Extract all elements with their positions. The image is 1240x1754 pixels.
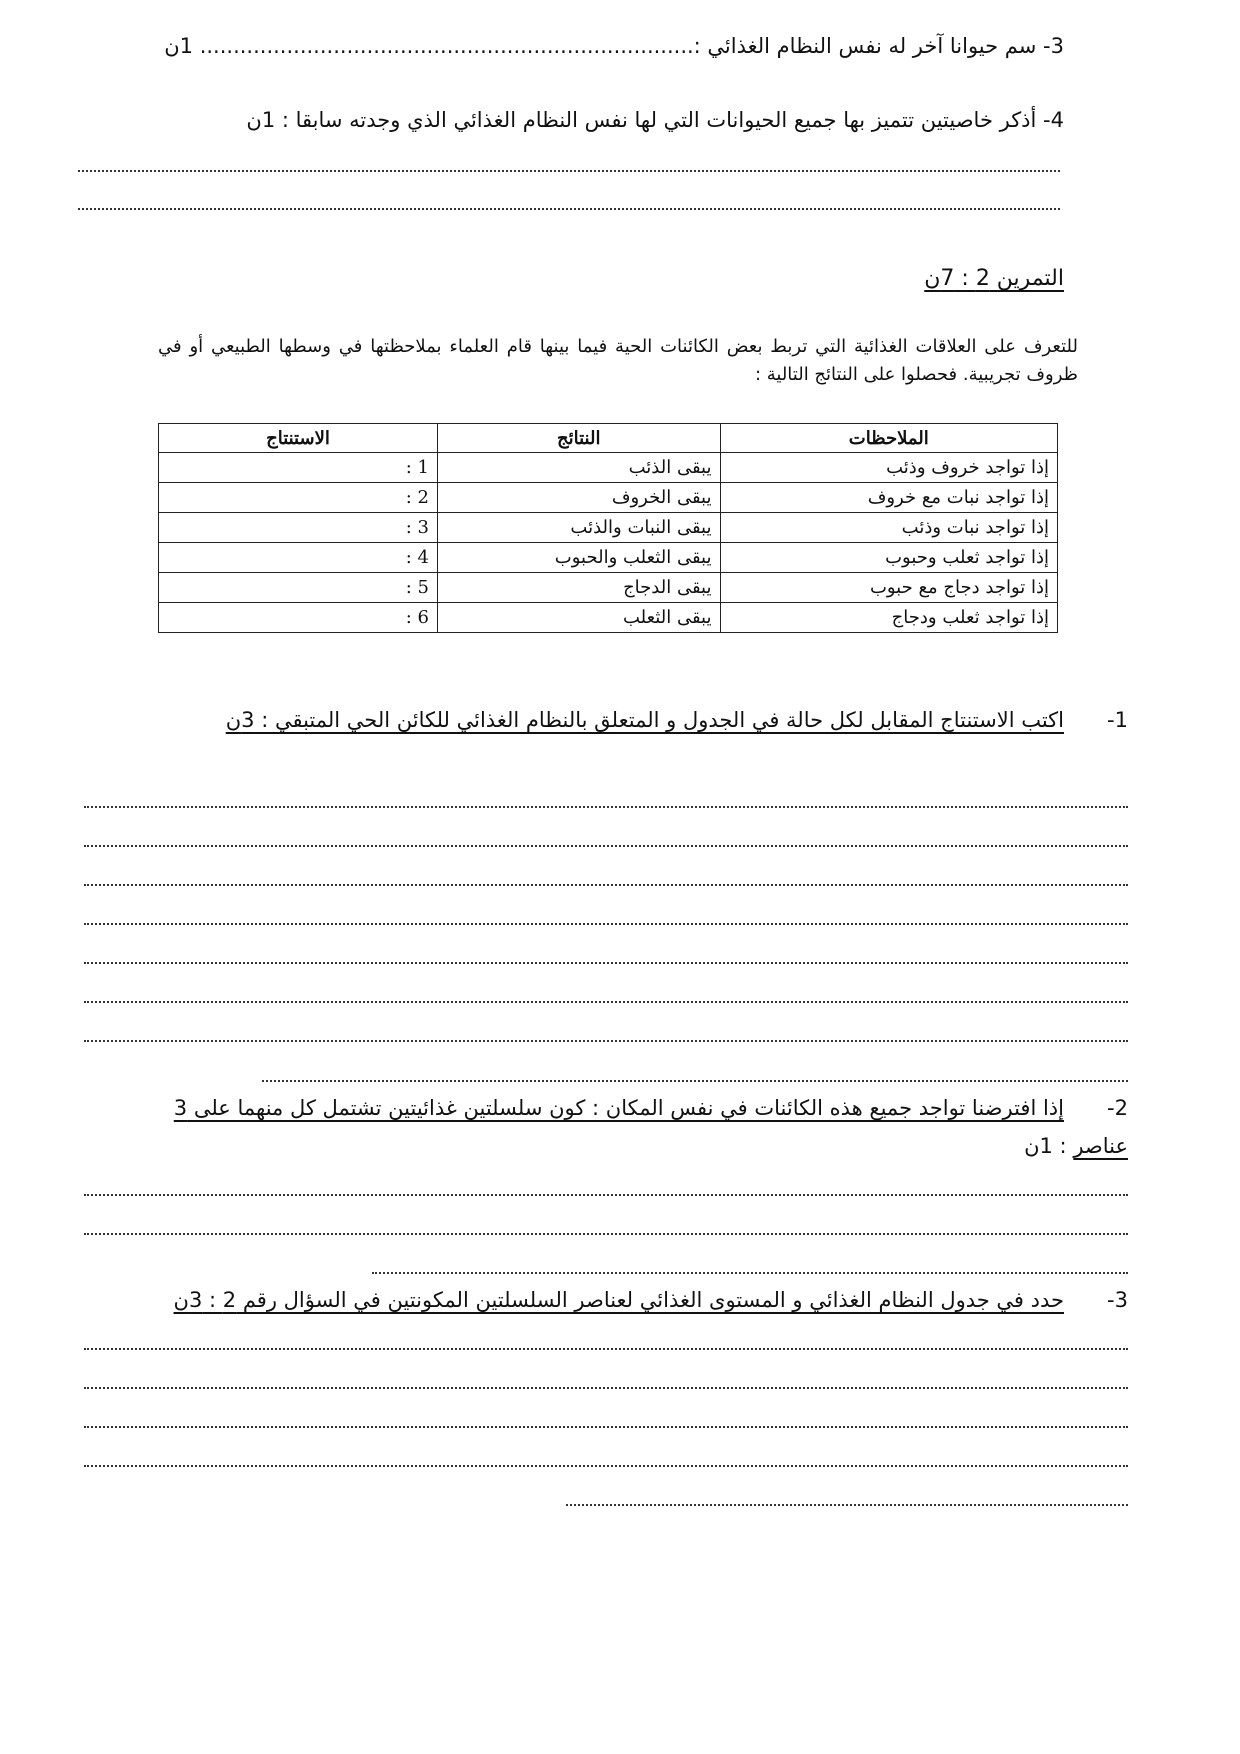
answer-line[interactable] <box>84 1233 1128 1235</box>
answer-line[interactable] <box>78 170 1060 172</box>
conclusion-cell[interactable]: 3 : <box>159 513 438 543</box>
conclusion-cell[interactable]: 2 : <box>159 483 438 513</box>
conclusion-cell[interactable]: 1 : <box>159 453 438 483</box>
answer-line[interactable] <box>372 1272 1128 1274</box>
answer-line[interactable] <box>84 1387 1128 1389</box>
table-row <box>159 543 1058 573</box>
question-2-points: : 1ن <box>1024 1134 1074 1158</box>
observation-cell: إذا تواجد خروف وذئب <box>720 453 1058 483</box>
conclusion-cell[interactable]: 5 : <box>159 573 438 603</box>
conclusion-cell[interactable]: 6 : <box>159 603 438 633</box>
result-cell: يبقى الدجاج <box>437 573 720 603</box>
table-row <box>159 483 1058 513</box>
table-row <box>159 603 1058 633</box>
question-2-text-continued <box>1024 1134 1128 1158</box>
table-header-row <box>159 424 1058 453</box>
observation-cell: إذا تواجد ثعلب ودجاج <box>720 603 1058 633</box>
result-cell: يبقى الذئب <box>437 453 720 483</box>
conclusion-cell[interactable]: 4 : <box>159 543 438 573</box>
result-cell: يبقى الخروف <box>437 483 720 513</box>
table-row <box>159 453 1058 483</box>
answer-line[interactable] <box>84 806 1128 808</box>
answer-line[interactable] <box>84 1001 1128 1003</box>
question-4: 4- أذكر خاصيتين تتميز بها جميع الحيوانات التي لها نفس النظام الغذائي الذي وجدته سابقا : 1ن <box>246 108 1064 132</box>
answer-line[interactable] <box>262 1080 1128 1082</box>
exercise-2-intro: للتعرف على العلاقات الغذائية التي تربط بعض الكائنات الحية فيما بينها قام العلماء بملاحظتها في وسطها الطبيعي أو في ظروف تجريبية. فحصلوا على النتائج التالية : <box>158 336 1078 385</box>
question-3-number: -3 <box>1107 1288 1128 1312</box>
question-1-number: -1 <box>1107 708 1128 732</box>
table-row <box>159 573 1058 603</box>
question-1-text: اكتب الاستنتاج المقابل لكل حالة في الجدول و المتعلق بالنظام الغذائي للكائن الحي المتبقي : 3ن <box>225 708 1064 732</box>
answer-line[interactable] <box>84 845 1128 847</box>
observation-cell: إذا تواجد دجاج مع حبوب <box>720 573 1058 603</box>
answer-line[interactable] <box>566 1504 1128 1506</box>
answer-line[interactable] <box>84 923 1128 925</box>
question-2-word: عناصر <box>1073 1134 1128 1158</box>
observation-cell: إذا تواجد نبات مع خروف <box>720 483 1058 513</box>
observations-table <box>158 423 1058 633</box>
answer-line[interactable] <box>84 884 1128 886</box>
result-cell: يبقى الثعلب والحبوب <box>437 543 720 573</box>
question-2-text: إذا افترضنا تواجد جميع هذه الكائنات في نفس المكان : كون سلسلتين غذائيتين تشتمل كل منهما على 3 <box>173 1096 1064 1120</box>
result-cell: يبقى الثعلب <box>437 603 720 633</box>
exercise-2-title: التمرين 2 : 7ن <box>924 266 1064 291</box>
question-3: 3- سم حيوانا آخر له نفس النظام الغذائي :.......................................................................... 1ن <box>164 34 1064 58</box>
question-3-text: حدد في جدول النظام الغذائي و المستوى الغذائي لعناصر السلسلتين المكونتين في السؤال رقم 2 : 3ن <box>173 1288 1064 1312</box>
table-row <box>159 513 1058 543</box>
question-2-number: -2 <box>1107 1096 1128 1120</box>
result-cell: يبقى النبات والذئب <box>437 513 720 543</box>
header-results: النتائج <box>437 424 720 453</box>
header-observations: الملاحظات <box>720 424 1058 453</box>
answer-line[interactable] <box>84 1194 1128 1196</box>
answer-line[interactable] <box>84 1465 1128 1467</box>
answer-line[interactable] <box>84 962 1128 964</box>
answer-line[interactable] <box>84 1348 1128 1350</box>
answer-line[interactable] <box>84 1040 1128 1042</box>
observation-cell: إذا تواجد ثعلب وحبوب <box>720 543 1058 573</box>
answer-line[interactable] <box>84 1426 1128 1428</box>
header-conclusion: الاستنتاج <box>159 424 438 453</box>
answer-line[interactable] <box>78 208 1060 210</box>
observation-cell: إذا تواجد نبات وذئب <box>720 513 1058 543</box>
